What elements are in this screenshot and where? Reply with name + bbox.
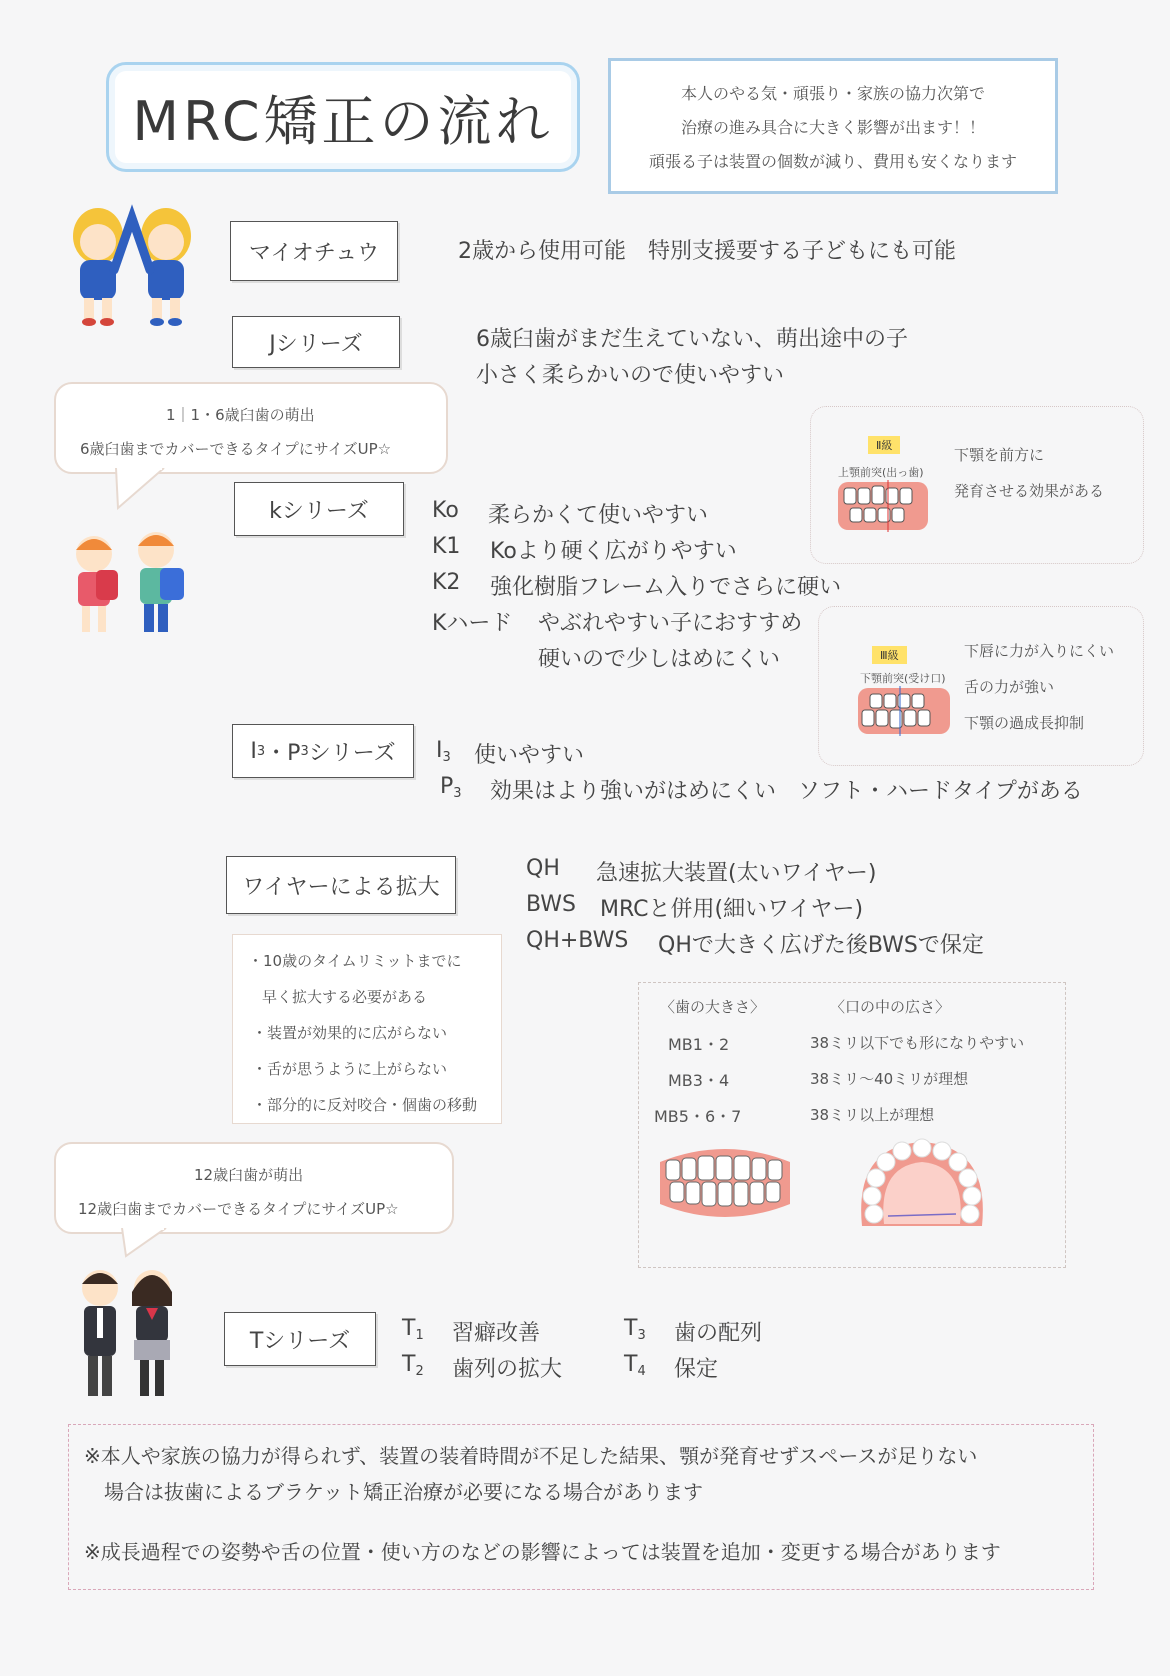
intro-line-1: 本人のやる気・頑張り・家族の協力次第で [680,84,985,103]
p3-code-letter: P [440,774,454,799]
t3-desc: 歯の配列 [674,1321,763,1346]
k-item-desc-1: Koより硬く広がりやすい [490,539,737,564]
size-row-0-width: 38ミリ以下でも形になりやすい [810,1034,1025,1052]
ip-label-i: I [250,738,257,764]
class3-caption: 下顎前突(受け口) [860,672,946,685]
p3-code-sub: 3 [453,786,462,801]
i3-code-sub: 3 [442,750,451,765]
wire-desc-1: MRCと併用(細いワイヤー) [600,897,864,922]
class2-line-2: 発育させる効果がある [954,482,1105,500]
speech-bubble-6yr [54,382,448,474]
k-item-desc-0: 柔らかくて使いやすい [488,503,709,528]
wire-label: ワイヤーによる拡大 [226,856,456,914]
class3-line-2: 舌の力が強い [964,678,1055,696]
intro-line-3: 頑張る子は装置の個数が減り、費用も安くなります [648,152,1017,171]
size-header-tooth: 〈歯の大きさ〉 [660,998,766,1016]
k-series-label: kシリーズ [234,482,404,536]
class3-teeth-icon [856,684,952,738]
bubble2-line-2: 12歳臼歯までカバーできるタイプにサイズUP☆ [78,1200,399,1218]
t4-code [624,1352,646,1379]
class3-line-1: 下唇に力が入りにくい [964,642,1115,660]
i3-code-letter: I [436,738,443,763]
t3-code [624,1316,646,1343]
p3-desc: 効果はより強いがはめにくい ソフト・ハードタイプがある [490,779,1083,804]
j-series-line-1: 6歳臼歯がまだ生えていない、萌出途中の子 [476,327,908,352]
j-series-label: Jシリーズ [232,316,400,368]
students-illustration [74,1262,178,1402]
size-row-1-size: MB3・4 [668,1071,730,1090]
t1-code [402,1316,424,1343]
wire-desc-0: 急速拡大装置(太いワイヤー) [596,861,877,886]
class3-tag: Ⅲ級 [872,646,907,664]
intro-line-2: 治療の進み具合に大きく影響が出ます！！ [680,118,985,137]
wire-code-1: BWS [526,892,577,917]
intro-box [608,58,1058,194]
footnote-3: ※成長過程での姿勢や舌の位置・使い方のなどの影響によっては装置を追加・変更する場合があります [84,1540,1001,1564]
bubble1-tail [114,468,174,510]
class2-tag: Ⅱ級 [868,436,900,454]
class3-line-3: 下顎の過成長抑制 [964,714,1085,732]
t1-sub: 1 [415,1328,424,1343]
title-box [106,62,580,172]
t-series-label: Tシリーズ [224,1312,376,1366]
page-title: MRC矯正の流れ [132,89,554,153]
size-row-1-width: 38ミリ〜40ミリが理想 [810,1070,969,1088]
size-row-2-width: 38ミリ以上が理想 [810,1106,935,1124]
myobrace-desc: 2歳から使用可能 特別支援要する子どもにも可能 [458,239,956,264]
t2-letter: T [402,1352,416,1377]
footnote-1: ※本人や家族の協力が得られず、装置の装着時間が不足した結果、顎が発育せずスペースが足りない [84,1444,978,1468]
myobrace-label: マイオチュウ [230,221,398,281]
size-header-mouth: 〈口の中の広さ〉 [830,998,951,1016]
school-kids-illustration [58,526,198,646]
wire-note-2: ・装置が効果的に広がらない [252,1024,448,1042]
t4-sub: 4 [637,1364,646,1379]
bubble2-line-1: 12歳臼歯が萌出 [194,1166,304,1184]
ip-series-label [232,724,414,778]
class2-line-1: 下顎を前方に [954,446,1045,464]
teeth-front-icon [656,1142,794,1224]
ip-label-i-sub: 3 [256,743,266,759]
k-item-code-3: Kハード [432,611,513,636]
class2-teeth-icon [836,478,930,534]
wire-code-0: QH [526,856,560,881]
wire-note-3: ・舌が思うように上がらない [252,1060,448,1078]
t1-letter: T [402,1316,416,1341]
wire-note-1: 早く拡大する必要がある [262,988,428,1006]
t3-sub: 3 [637,1328,646,1343]
kindergarten-kids-illustration [58,198,208,338]
k-item-extra: 硬いので少しはめにくい [538,647,781,672]
ip-label-mid: ・P [265,740,301,766]
palate-icon [854,1136,990,1232]
wire-code-2: QH+BWS [526,928,629,953]
t4-desc: 保定 [674,1357,719,1382]
size-row-2-size: MB5・6・7 [654,1107,742,1126]
t3-letter: T [624,1316,638,1341]
i3-code [436,738,451,765]
k-item-desc-2: 強化樹脂フレーム入りでさらに硬い [490,575,842,600]
k-item-code-1: K1 [432,534,461,559]
footnote-2: 場合は抜歯によるブラケット矯正治療が必要になる場合があります [104,1480,703,1504]
i3-desc: 使いやすい [474,743,585,768]
wire-note-0: ・10歳のタイムリミットまでに [248,952,462,970]
t2-code [402,1352,424,1379]
size-row-0-size: MB1・2 [668,1035,730,1054]
ip-label-p-sub: 3 [300,743,309,759]
k-item-desc-3: やぶれやすい子におすすめ [538,611,803,636]
wire-desc-2: QHで大きく広げた後BWSで保定 [658,933,984,958]
p3-code [440,774,462,801]
k-item-code-2: K2 [432,570,461,595]
class2-caption: 上顎前突(出っ歯) [838,466,924,479]
bubble1-line-1: 1｜1・6歳臼歯の萌出 [166,406,315,424]
t4-letter: T [624,1352,638,1377]
wire-note-4: ・部分的に反対咬合・個歯の移動 [252,1096,478,1114]
t1-desc: 習癖改善 [452,1321,541,1346]
k-item-code-0: Ko [432,498,459,523]
bubble1-line-2: 6歳臼歯までカバーできるタイプにサイズUP☆ [80,440,392,458]
speech-bubble-12yr [54,1142,454,1234]
bubble2-tail [120,1228,180,1258]
t2-sub: 2 [415,1364,424,1379]
t2-desc: 歯列の拡大 [452,1357,563,1382]
j-series-line-2: 小さく柔らかいので使いやすい [476,363,785,388]
ip-label-tail: シリーズ [308,740,396,766]
